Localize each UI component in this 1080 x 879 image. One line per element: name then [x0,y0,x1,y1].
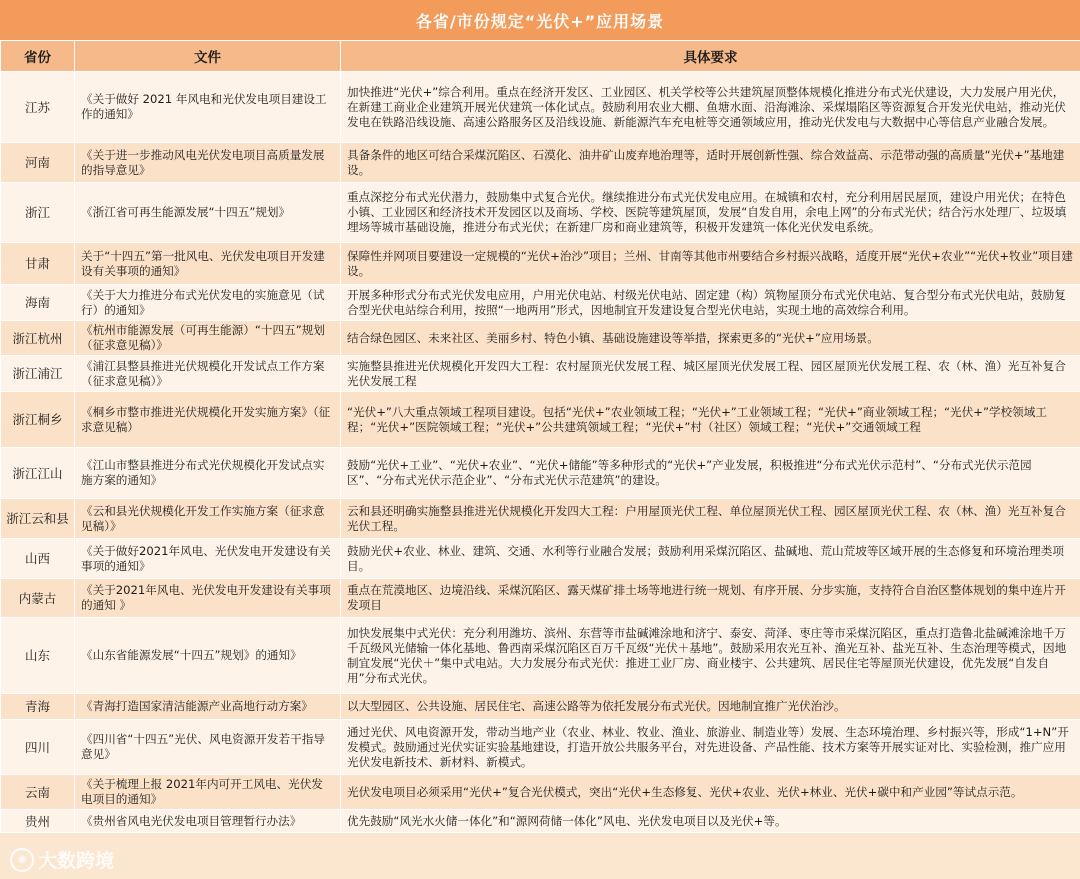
document-cell: 《关于进一步推动风电光伏发电项目高质量发展的指导意见》 [75,143,341,183]
requirement-cell: 重点深挖分布式光伏潜力，鼓励集中式复合光伏。继续推进分布式光伏发电应用。在城镇和农村，充分利用居民屋顶，建设户用光伏；在特色小镇、工业园区和经济技术开发园区以及商场、学校、医院等建筑屋顶，发展“自发自用，余电上网”的分布式光伏；结合污水处理厂、垃圾填埋场等城市基础设施，推进分布式光伏；在新建厂房和商业建筑等，积极开发建筑一体化光伏发电系统。 [341,183,1080,243]
table-row [1,618,1080,694]
document-cell: 《浦江县整县推进光伏规模化开发试点工作方案（征求意见稿）》 [75,356,341,392]
province-cell: 浙江浦江 [1,356,75,392]
watermark-text: 大数跨境 [38,850,115,872]
header-province: 省份 [1,41,75,72]
province-cell: 内蒙古 [1,579,75,618]
table-row [1,392,1080,448]
table-title: 各省/市份规定“光伏+”应用场景 [0,0,1080,40]
document-cell: 《云和县光伏规模化开发工作实施方案（征求意见稿）》 [75,499,341,539]
requirement-cell: 以大型园区、公共设施、居民住宅、高速公路等为依托发展分布式光伏。因地制宜推广光伏治沙。 [341,694,1080,720]
document-cell: 《青海打造国家清洁能源产业高地行动方案》 [75,694,341,720]
table-row [1,285,1080,321]
document-cell: 《关于做好2021年风电、光伏发电开发建设有关事项的通知》 [75,539,341,579]
province-cell: 江苏 [1,72,75,143]
province-cell: 四川 [1,720,75,775]
table-row [1,810,1080,833]
document-cell: 《四川省“十四五”光伏、风电资源开发若干指导意见》 [75,720,341,775]
province-cell: 山东 [1,618,75,694]
province-cell: 浙江云和县 [1,499,75,539]
document-cell: 《浙江省可再生能源发展“十四五”规划》 [75,183,341,243]
document-cell: 《关于做好 2021 年风电和光伏发电项目建设工作的通知》 [75,72,341,143]
document-cell: 《关于梳理上报 2021年内可开工风电、光伏发电项目的通知》 [75,775,341,810]
requirement-cell: 鼓励“光伏+工业”、“光伏+农业”、“光伏+储能”等多种形式的“光伏+”产业发展，积极推进“分布式光伏示范村”、“分布式光伏示范园区”、“分布式光伏示范企业”、“分布式光伏示范建筑”的建设。 [341,448,1080,499]
province-cell: 海南 [1,285,75,321]
header-row [1,41,1080,72]
province-cell: 云南 [1,775,75,810]
table-row [1,321,1080,356]
requirement-cell: 加快推进“光伏+”综合利用。重点在经济开发区、工业园区、机关学校等公共建筑屋顶整体规模化推进分布式光伏建设，大力发展户用光伏，在新建工商业企业建筑开展光伏建筑一体化试点。鼓励利用农业大棚、鱼塘水面、沿海滩涂、采煤塌陷区等资源复合开发光伏电站，推动光伏发电在铁路沿线设施、高速公路服务区及沿线设施、新能源汽车充电桩等交通领域应用，推动光伏发电与大数据中心等信息产业融合发展。 [341,72,1080,143]
requirement-cell: 结合绿色园区、未来社区、美丽乡村、特色小镇、基础设施建设等举措，探索更多的“光伏+”应用场景。 [341,321,1080,356]
requirement-cell: 鼓励光伏+农业、林业、建筑、交通、水利等行业融合发展；鼓励利用采煤沉陷区、盐碱地、荒山荒坡等区域开展的生态修复和环境治理类项目。 [341,539,1080,579]
table-row [1,356,1080,392]
table-row [1,499,1080,539]
header-document: 文件 [75,41,341,72]
province-cell: 河南 [1,143,75,183]
province-cell: 贵州 [1,810,75,833]
policy-table [0,40,1080,833]
province-cell: 浙江 [1,183,75,243]
province-cell: 甘肃 [1,243,75,285]
document-cell: 《江山市整县推进分布式光伏规模化开发试点实施方案的通知》 [75,448,341,499]
table-row [1,775,1080,810]
table-row [1,448,1080,499]
requirement-cell: 通过光伏、风电资源开发，带动当地产业（农业、林业、牧业、渔业、旅游业、制造业等）发展、生态环境治理、乡村振兴等，形成“1+N”开发模式。鼓励通过光伏实证实验基地建设，打造开放公共服务平台，对先进设备、产品性能、技术方案等开展实证对比、实验检测，推广应用光伏发电新技术、新材料、新模式。 [341,720,1080,775]
requirement-cell: 加快发展集中式光伏：充分利用潍坊、滨州、东营等市盐碱滩涂地和济宁、泰安、菏泽、枣庄等市采煤沉陷区，重点打造鲁北盐碱滩涂地千万千瓦级风光储输一体化基地、鲁西南采煤沉陷区百万千瓦级“光伏＋基地”。鼓励采用农光互补、渔光互补、盐光互补、生态治理等模式，因地制宜发展“光伏＋”集中式电站。大力发展分布式光伏：推进工业厂房、商业楼宇、公共建筑、居民住宅等屋顶光伏建设，优先发展“自发自用”分布式光伏。 [341,618,1080,694]
requirement-cell: 具备条件的地区可结合采煤沉陷区、石漠化、油井矿山废弃地治理等，适时开展创新性强、综合效益高、示范带动强的高质量“光伏+”基地建设。 [341,143,1080,183]
document-cell: 《桐乡市整市推进光伏规模化开发实施方案》（征求意见稿） [75,392,341,448]
table-row [1,143,1080,183]
document-cell: 《关于大力推进分布式光伏发电的实施意见（试行）的通知》 [75,285,341,321]
document-cell: 关于“十四五”第一批风电、光伏发电项目开发建设有关事项的通知》 [75,243,341,285]
province-cell: 青海 [1,694,75,720]
requirement-cell: 重点在荒漠地区、边境沿线、采煤沉陷区、露天煤矿排土场等地进行统一规划、有序开展、分步实施，支持符合自治区整体规划的集中连片开发项目 [341,579,1080,618]
province-cell: 浙江桐乡 [1,392,75,448]
province-cell: 浙江杭州 [1,321,75,356]
table-row [1,243,1080,285]
requirement-cell: 光伏发电项目必须采用“光伏+”复合光伏模式，突出“光伏+生态修复、光伏+农业、光伏+林业、光伏+碳中和产业园”等试点示范。 [341,775,1080,810]
document-cell: 《山东省能源发展“十四五”规划》的通知》 [75,618,341,694]
requirement-cell: 优先鼓励“风光水火储一体化”和“源网荷储一体化”风电、光伏发电项目以及光伏+等。 [341,810,1080,833]
table-row [1,579,1080,618]
brand-logo-icon: ◉ [10,848,34,872]
requirement-cell: 保障性并网项目要建设一定规模的“光伏+治沙”项目；兰州、甘南等其他市州要结合乡村振兴战略，适度开展“光伏+农业”“光伏+牧业”项目建设。 [341,243,1080,285]
province-cell: 浙江江山 [1,448,75,499]
header-requirement: 具体要求 [341,41,1080,72]
requirement-cell: 实施整县推进光伏规模化开发四大工程：农村屋顶光伏发展工程、城区屋顶光伏发展工程、园区屋顶光伏发展工程、农（林、渔）光互补复合光伏发展工程 [341,356,1080,392]
requirement-cell: 开展多种形式分布式光伏发电应用，户用光伏电站、村级光伏电站、固定建（构）筑物屋顶分布式光伏电站、复合型分布式光伏电站，鼓励复合型光伏电站综合利用，按照“一地两用”形式，因地制宜开发建设复合型光伏电站，实现土地的高效综合利用。 [341,285,1080,321]
table-row [1,720,1080,775]
table-row [1,183,1080,243]
table-row [1,72,1080,143]
document-cell: 《杭州市能源发展（可再生能源）“十四五”规划（征求意见稿）》 [75,321,341,356]
table-row [1,539,1080,579]
province-cell: 山西 [1,539,75,579]
document-cell: 《贵州省风电光伏发电项目管理暂行办法》 [75,810,341,833]
document-cell: 《关于2021年风电、光伏发电开发建设有关事项的通知 》 [75,579,341,618]
requirement-cell: 云和县还明确实施整县推进光伏规模化开发四大工程：户用屋顶光伏工程、单位屋顶光伏工程、园区屋顶光伏工程、农（林、渔）光互补复合光伏工程。 [341,499,1080,539]
requirement-cell: “光伏+”八大重点领域工程项目建设。包括“光伏+”农业领域工程；“光伏+”工业领域工程；“光伏+”商业领域工程；“光伏+”学校领域工程；“光伏+”医院领域工程；“光伏+”公共建筑领域工程；“光伏+”村（社区）领域工程；“光伏+”交通领域工程 [341,392,1080,448]
table-row [1,694,1080,720]
watermark [10,846,114,873]
